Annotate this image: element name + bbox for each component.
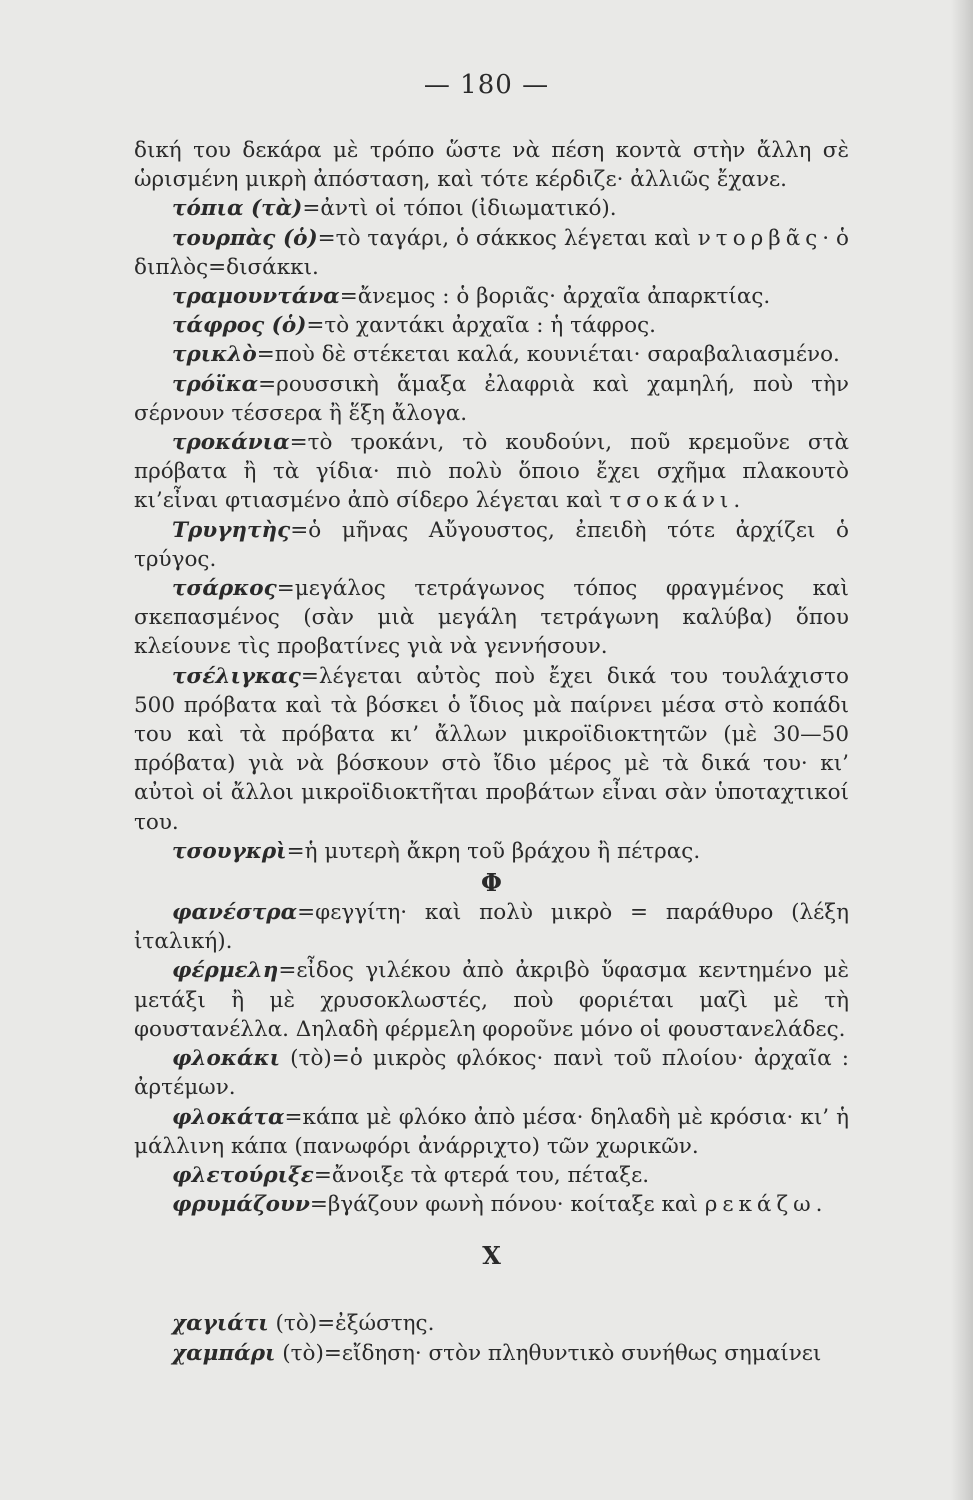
- dictionary-entry: [134, 1309, 849, 1338]
- dictionary-entry: [134, 898, 849, 956]
- entry-headword: τραμουντάνα: [172, 284, 340, 310]
- section-letter-phi: Φ: [481, 868, 502, 898]
- entry-headword: τάφρος (ὁ): [172, 313, 307, 339]
- entry-definition: =τὸ τροκάνι, τὸ κουδούνι, ποῦ κρεμοῦνε στὰ πρόβατα ἢ τὰ γίδια· πιὸ πολὺ ὅποιο ἔχει σχῆμα πλακουτὸ κι’εἶναι φτιασμένο ἀπὸ σίδερο λέγεται καὶ: [134, 430, 849, 514]
- tau-entries: [134, 194, 849, 866]
- dictionary-entry: [134, 194, 849, 223]
- dictionary-entry: [134, 1044, 849, 1102]
- entry-definition: =ἡ μυτερὴ ἄκρη τοῦ βράχου ἢ πέτρας.: [286, 838, 701, 864]
- chi-entries: [134, 1309, 849, 1367]
- entry-headword: χαγιάτι: [172, 1311, 269, 1337]
- spaced-word: ντορβᾶς: [697, 225, 823, 251]
- entry-headword: φρυμάζουν: [172, 1192, 310, 1218]
- entry-headword: φλοκάκι: [172, 1046, 281, 1072]
- entry-headword: τσέλιγκας: [172, 663, 301, 689]
- entry-definition: =βγάζουν φωνὴ πόνου· κοίταξε καὶ: [309, 1192, 705, 1218]
- dictionary-entry: [134, 956, 849, 1044]
- entry-definition: =τὸ χαντάκι ἀρχαῖα : ἡ τάφρος.: [306, 313, 657, 339]
- entry-headword: τροκάνια: [172, 430, 290, 456]
- entry-headword: τρόϊκα: [172, 371, 259, 397]
- entry-headword: φλετούριξε: [172, 1162, 314, 1188]
- entry-tail: · ὁ διπλὸς=δισάκκι.: [134, 225, 849, 280]
- entry-headword: τρικλὸ: [172, 342, 257, 368]
- entry-definition: =λέγεται αὐτὸς ποὺ ἔχει δικά του τουλάχιστο 500 πρόβατα καὶ τὰ βόσκει ὁ ἴδιος μὰ παίρνει μέσα στὸ κοπάδι του καὶ τὰ πρόβατα κι’ ἄλλων μικροϊδιοκτητῶν (μὲ 30—50 πρόβατα) γιὰ νὰ βόσκουν στὸ ἴδιο μέρος μὲ τὰ δικά του· κι’ αὐτοὶ οἱ ἄλλοι μικροϊδιοκτῆται προβάτων εἶναι σὰν ὑποταχτικοί του.: [134, 663, 849, 835]
- entry-definition: =εἶδος γιλέκου ἀπὸ ἀκριβὸ ὕφασμα κεντημένο μὲ μετάξι ἢ μὲ χρυσοκλωστές, ποὺ φοριέται μαζὶ μὲ τὴ φουστανέλλα. Δηλαδὴ φέρμελη φοροῦνε μόνο οἱ φουστανελάδες.: [134, 958, 849, 1042]
- entry-tail: .: [815, 1192, 823, 1218]
- dictionary-entry: [134, 428, 849, 516]
- entry-definition: =μεγάλος τετράγωνος τόπος φραγμένος καὶ σκεπασμένος (σὰν μιὰ μεγάλη τετράγωνη καλύβα) ὅπου κλείουνε τὶς προβατίνες γιὰ νὰ γεννήσουν.: [134, 576, 849, 660]
- entry-definition: =ὁ μῆνας Αὔγουστος, ἐπειδὴ τότε ἀρχίζει ὁ τρύγος.: [134, 517, 849, 572]
- entry-headword: φανέστρα: [172, 900, 298, 926]
- dictionary-entry: [134, 516, 849, 574]
- phi-entries: [134, 898, 849, 1219]
- entry-definition: =κάπα μὲ φλόκο ἀπὸ μέσα· δηλαδὴ μὲ κρόσια· κι’ ἡ μάλλινη κάπα (πανωφόρι ἀνάρριχτο) τῶν χωρικῶν.: [134, 1104, 849, 1159]
- entry-headword: φλοκάτα: [172, 1104, 285, 1130]
- entry-definition: =ἄνοιξε τὰ φτερά του, πέταξε.: [313, 1162, 650, 1188]
- entry-headword: τόπια (τὰ): [172, 196, 303, 222]
- dictionary-entry: [134, 1339, 849, 1368]
- entry-definition: =ἀντὶ οἱ τόποι (ἰδιωματικό).: [302, 196, 617, 222]
- entry-headword: τουρπὰς (ὁ): [172, 225, 318, 251]
- dictionary-entry: [134, 1161, 849, 1190]
- entry-definition: =ποὺ δὲ στέκεται καλά, κουνιέται· σαραβαλιασμένο.: [256, 342, 840, 368]
- entry-continuation: δική του δεκάρα μὲ τρόπο ὥστε νὰ πέση κοντὰ στὴν ἄλλη σὲ ὡρισμένη μικρὴ ἀπόσταση, καὶ τότε κέρδιζε· ἀλλιῶς ἔχανε.: [134, 138, 849, 193]
- entry-definition: =τὸ ταγάρι, ὁ σάκκος λέγεται καὶ: [317, 225, 698, 251]
- dictionary-entry: [134, 370, 849, 428]
- entry-definition: (τὸ)=εἴδηση· στὸν πληθυντικὸ συνήθως σημαίνει: [275, 1340, 822, 1366]
- entry-definition: (τὸ)=ἐξώστης.: [268, 1311, 435, 1337]
- dictionary-entry: [134, 282, 849, 311]
- section-letter-chi: Χ: [482, 1241, 501, 1271]
- entry-headword: τσάρκος: [172, 576, 277, 602]
- page-edge-shadow: [951, 0, 973, 1500]
- page-number: — 180 —: [423, 70, 550, 100]
- dictionary-entry: [134, 662, 849, 837]
- dictionary-entry: [134, 1103, 849, 1161]
- entry-definition: =ἄνεμος : ὁ βοριᾶς· ἀρχαῖα ἀπαρκτίας.: [339, 284, 771, 310]
- dictionary-entry: [134, 311, 849, 340]
- entry-headword: Τρυγητὴς: [172, 517, 291, 543]
- entry-definition: =ρουσσικὴ ἅμαξα ἐλαφριὰ καὶ χαμηλή, ποὺ τὴν σέρνουν τέσσερα ἢ ἕξη ἄλογα.: [134, 371, 849, 426]
- entry-tail: .: [733, 488, 741, 514]
- entry-headword: φέρμελη: [172, 958, 279, 984]
- dictionary-text: [134, 136, 849, 1368]
- spaced-word: ρεκάζω: [704, 1192, 816, 1218]
- dictionary-entry: [134, 340, 849, 369]
- dictionary-entry: [134, 224, 849, 282]
- entry-headword: τσουγκρὶ: [172, 838, 287, 864]
- dictionary-entry: [134, 574, 849, 662]
- spaced-word: τσοκάνι: [609, 488, 734, 514]
- dictionary-entry: [134, 1190, 849, 1219]
- dictionary-entry: [134, 837, 849, 866]
- entry-definition: =φεγγίτη· καὶ πολὺ μικρὸ = παράθυρο (λέξη ἰταλική).: [134, 900, 849, 955]
- entry-definition: (τὸ)=ὁ μικρὸς φλόκος· πανὶ τοῦ πλοίου· ἀρχαῖα : ἀρτέμων.: [134, 1046, 849, 1101]
- entry-headword: χαμπάρι: [172, 1340, 276, 1366]
